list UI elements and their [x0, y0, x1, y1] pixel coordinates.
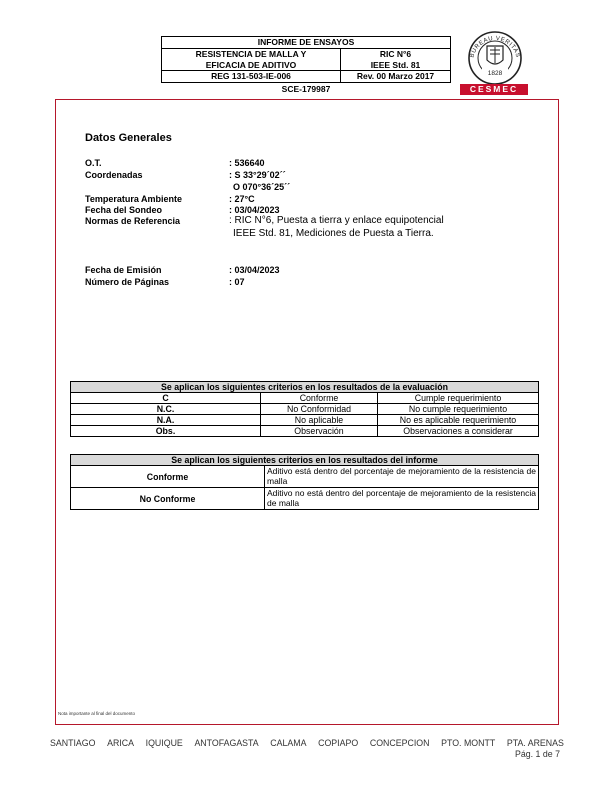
report-header-table — [161, 36, 451, 83]
city: ANTOFAGASTA — [194, 738, 259, 748]
report-criteria-label: No Conforme — [71, 488, 265, 510]
city: PTO. MONTT — [441, 738, 496, 748]
report-criteria-desc: Aditivo está dentro del porcentaje de mejoramiento de la resistencia de malla — [265, 466, 539, 488]
emision-value: : 03/04/2023 — [229, 265, 280, 275]
city: CONCEPCION — [369, 738, 430, 748]
criteria-eval-header: Se aplican los siguientes criterios en los resultados de la evaluación — [71, 382, 539, 393]
sondeo-value: : 03/04/2023 — [229, 205, 280, 215]
city: PTA. ARENAS — [506, 738, 564, 748]
test-name-line2: EFICACIA DE ADITIVO — [205, 59, 297, 70]
criteria-code: N.C. — [71, 404, 261, 415]
criteria-code: C — [71, 393, 261, 404]
logo-year: 1828 — [487, 70, 503, 77]
ot-value: : 536640 — [229, 158, 265, 168]
criteria-name: Observación — [261, 426, 378, 437]
report-title: INFORME DE ENSAYOS — [162, 37, 451, 49]
criteria-desc: Cumple requerimiento — [378, 393, 539, 404]
coord-label: Coordenadas — [85, 170, 143, 180]
footer-cities — [50, 738, 564, 748]
criteria-desc: Observaciones a considerar — [378, 426, 539, 437]
criteria-code: Obs. — [71, 426, 261, 437]
temp-label: Temperatura Ambiente — [85, 194, 183, 204]
city: SANTIAGO — [50, 738, 96, 748]
footnote: Nota importante al final del documento — [58, 711, 136, 716]
standard-line2: IEEE Std. 81 — [370, 59, 421, 70]
criteria-eval-table — [70, 381, 539, 437]
table-row — [71, 404, 539, 415]
criteria-name: No Conformidad — [261, 404, 378, 415]
criteria-name: Conforme — [261, 393, 378, 404]
cesmec-brand: CESMEC — [460, 84, 528, 95]
city: ARICA — [107, 738, 134, 748]
normas-label: Normas de Referencia — [85, 216, 181, 226]
normas-value-1: : RIC N°6, Puesta a tierra y enlace equipotencial — [229, 215, 444, 226]
revision: Rev. 00 Marzo 2017 — [341, 71, 451, 83]
city: COPIAPO — [318, 738, 359, 748]
sondeo-label: Fecha del Sondeo — [85, 205, 163, 215]
city: CALAMA — [270, 738, 307, 748]
standard-line1: RIC N°6 — [379, 49, 412, 59]
ot-label: O.T. — [85, 158, 102, 168]
criteria-report-header: Se aplican los siguientes criterios en los resultados del informe — [71, 455, 539, 466]
normas-value-2: IEEE Std. 81, Mediciones de Puesta a Tierra. — [233, 228, 434, 239]
test-name-cell — [162, 49, 341, 71]
table-row — [71, 415, 539, 426]
criteria-desc: No es aplicable requerimiento — [378, 415, 539, 426]
city: IQUIQUE — [145, 738, 183, 748]
table-row — [71, 393, 539, 404]
sce-number: SCE-179987 — [281, 84, 331, 94]
reg-code: REG 131-503-IE-006 — [162, 71, 341, 83]
coord-value-lat: : S 33°29´02´´ — [229, 170, 286, 180]
logo-ring-text: BUREAU VERITAS — [469, 35, 521, 59]
criteria-desc: No cumple requerimiento — [378, 404, 539, 415]
criteria-code: N.A. — [71, 415, 261, 426]
table-row — [71, 426, 539, 437]
report-criteria-desc: Aditivo no está dentro del porcentaje de mejoramiento de la resistencia de malla — [265, 488, 539, 510]
general-data-title: Datos Generales — [85, 132, 172, 144]
test-name-line1: RESISTENCIA DE MALLA Y — [195, 49, 307, 59]
paginas-label: Número de Páginas — [85, 277, 170, 287]
temp-value: : 27°C — [229, 194, 255, 204]
report-criteria-label: Conforme — [71, 466, 265, 488]
coord-value-lon: O 070°36´25´´ — [233, 182, 291, 192]
page-number: Pág. 1 de 7 — [515, 749, 560, 759]
criteria-report-table — [70, 454, 539, 510]
standard-cell — [341, 49, 451, 71]
paginas-value: : 07 — [229, 277, 245, 287]
table-row — [71, 466, 539, 488]
criteria-name: No aplicable — [261, 415, 378, 426]
table-row — [71, 488, 539, 510]
emision-label: Fecha de Emisión — [85, 265, 162, 275]
